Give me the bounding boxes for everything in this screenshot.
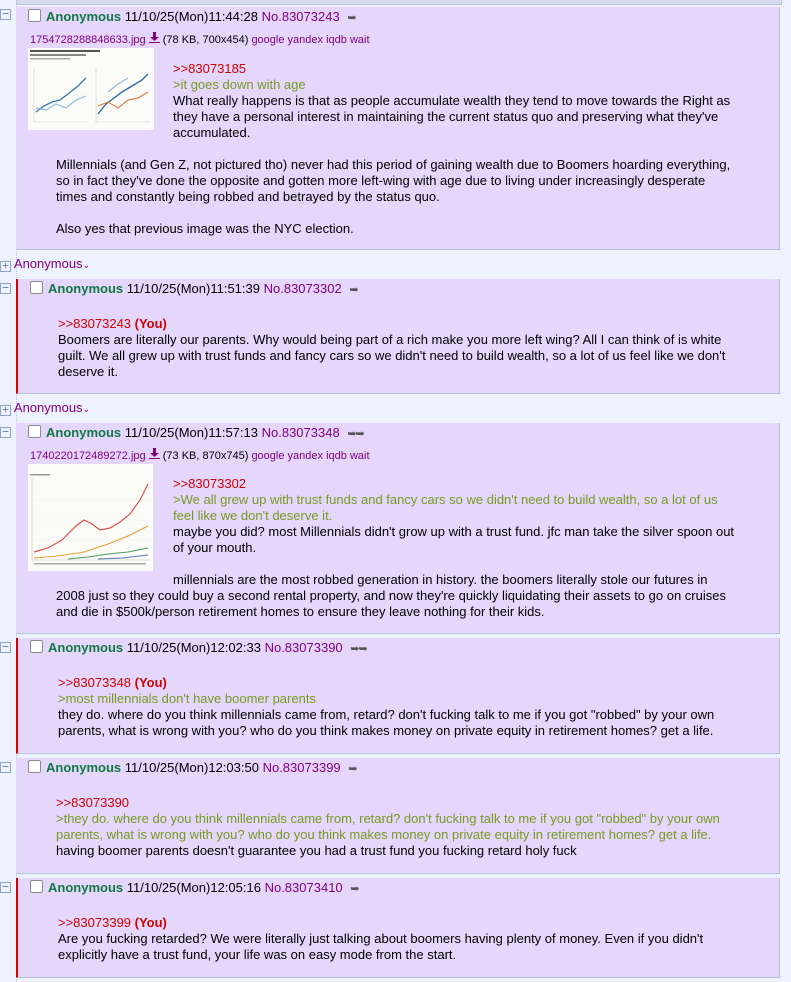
download-icon[interactable] [149,34,160,46]
minus-box-icon: − [2,7,9,20]
poster-name: Anonymous [48,640,124,655]
minus-box-icon: − [2,640,9,653]
hidden-post-stub[interactable] [0,400,90,416]
post-checkbox[interactable] [28,425,41,438]
search-wait-link[interactable]: wait [349,450,370,462]
post-date: 11/10/25(Mon)11:44:28 [124,9,258,24]
chevron-down-icon[interactable]: ⌄ [82,404,91,414]
post-info [30,281,358,298]
minus-box-icon: − [2,281,9,294]
poster-name: Anonymous [46,425,122,440]
post-checkbox[interactable] [30,880,43,893]
message-line: deserve it. [58,364,118,379]
post [16,423,780,634]
message-line: Boomers are literally our parents. Why would being part of a rich make you more left wing? All I can think of is white [58,332,722,347]
post [16,758,780,874]
post-number-link[interactable]: No.83073348 [261,425,340,440]
you-tag: (You) [131,316,167,331]
message-line: so in fact they've done the opposite and gotten more left-wing with age due to living under increasingly desperate [56,173,706,188]
message-line: accumulated. [173,125,251,140]
post-message [56,476,734,620]
post-message [56,795,720,859]
message-line [173,556,734,572]
search-yandex-link[interactable]: yandex [287,450,324,462]
message-line: millennials are the most robbed generation in history. the boomers literally stole our futures in [173,572,708,587]
file-info [30,32,370,47]
file-info [30,448,370,463]
message-line: What really happens is that as people accumulate wealth they tend to move towards the Right as [173,93,731,108]
file-meta: (78 KB, 700x454) [162,34,249,46]
quote-link[interactable]: >>83073243 (You) [58,316,167,331]
post-info [30,640,367,657]
greentext-line: >it goes down with age [173,77,306,92]
minus-box-icon: − [2,880,9,893]
quote-link[interactable]: >>83073348 (You) [58,675,167,690]
message-line: Also yes that previous image was the NYC election. [56,221,354,236]
post-date: 11/10/25(Mon)12:05:16 [126,880,261,895]
message-line: they have a personal interest in maintaining the current status quo and preserving what they've [173,109,719,124]
reply-arrow-icon[interactable]: ➥➥ [347,428,364,440]
chevron-down-icon[interactable]: ⌄ [82,260,91,270]
post-number-link[interactable]: No.83073243 [261,9,340,24]
message-line: maybe you did? most Millennials didn't grow up with a trust fund. jfc man take the silver spoon out [173,524,735,539]
message-line [56,141,730,157]
quote-link[interactable]: >>83073399 (You) [58,915,167,930]
post-message [56,61,730,237]
post-info [28,760,357,777]
greentext-line: >they do. where do you think millennials came from, retard? don't fucking talk to me if you got "robbed" by your own [56,811,720,826]
post-checkbox[interactable] [30,640,43,653]
previous-post-edge [16,0,782,5]
minimize-post-button[interactable] [0,762,11,773]
post [16,638,780,754]
stub-name: Anonymous [13,256,83,271]
post-date: 11/10/25(Mon)11:57:13 [124,425,258,440]
reply-arrow-icon[interactable]: ➥➥ [350,643,367,655]
you-tag: (You) [131,675,167,690]
poster-name: Anonymous [46,9,122,24]
post [16,878,780,978]
greentext-line: parents, what is wrong with you? who do you think makes money on private equity in retirement homes? get a life. [56,827,712,842]
message-line: of your mouth. [173,540,257,555]
minimize-post-button[interactable] [0,9,11,20]
post [16,279,780,394]
post-date: 11/10/25(Mon)12:03:50 [124,760,259,775]
message-line: explicitly have a trust fund, your life was on easy mode from the start. [58,947,457,962]
message-line: times and constantly being robbed and betrayed by the status quo. [56,189,440,204]
message-line: they do. where do you think millennials came from, retard? don't fucking talk to me if you got "robbed" by your own [58,707,715,722]
reply-arrow-icon[interactable]: ➥ [350,883,359,895]
search-iqdb-link[interactable]: iqdb [326,450,347,462]
post-info [28,425,364,442]
search-google-link[interactable]: google [251,34,285,46]
post [16,7,780,250]
file-meta: (73 KB, 870x745) [162,450,249,462]
search-google-link[interactable]: google [251,450,285,462]
stub-name: Anonymous [13,400,83,415]
hidden-post-stub[interactable] [0,256,90,272]
minus-box-icon: − [2,425,9,438]
message-line: guilt. We all grew up with trust funds and fancy cars so we didn't need to build wealth, so a lot of us feel like we don't [58,348,726,363]
message-line [56,205,730,221]
message-line: and die in $500k/person retirement homes to ensure they leave nothing for their kids. [56,604,545,619]
post-checkbox[interactable] [28,760,41,773]
minimize-post-button[interactable] [0,882,11,893]
plus-box-icon[interactable]: + [0,261,11,272]
post-message [58,915,703,963]
message-line: 2008 just so they could buy a second rental property, and now they're quickly liquidating their assets to go on cruises [56,588,726,603]
minus-box-icon: − [2,760,9,773]
post-info [28,9,356,26]
post-message [58,316,725,380]
post-number-link[interactable]: No.83073410 [264,880,343,895]
post-message [58,675,714,739]
post-checkbox[interactable] [30,281,43,294]
message-line: Millennials (and Gen Z, not pictured tho) never had this period of gaining wealth due to Boomers hoarding everything, [56,157,731,172]
post-number-link[interactable]: No.83073399 [262,760,341,775]
minimize-post-button[interactable] [0,427,11,438]
greentext-line: feel like we don't deserve it. [173,508,333,523]
post-number-link[interactable]: No.83073302 [263,281,342,296]
reply-arrow-icon[interactable]: ➥ [348,763,357,775]
quote-link[interactable]: >>83073302 [173,476,247,491]
message-line: parents, what is wrong with you? who do you think makes money on private equity in retirement homes? get a life. [58,723,714,738]
post-date: 11/10/25(Mon)11:51:39 [126,281,260,296]
reply-arrow-icon[interactable]: ➥ [349,284,358,296]
download-icon[interactable] [149,450,160,462]
poster-name: Anonymous [48,880,124,895]
you-tag: (You) [131,915,167,930]
search-iqdb-link[interactable]: iqdb [326,34,347,46]
message-line: having boomer parents doesn't guarantee you had a trust fund you fucking retard holy fuck [56,843,577,858]
minimize-post-button[interactable] [0,642,11,653]
poster-name: Anonymous [46,760,122,775]
greentext-line: >most millennials don't have boomer parents [58,691,316,706]
post-date: 11/10/25(Mon)12:02:33 [126,640,261,655]
minimize-post-button[interactable] [0,283,11,294]
file-name-link[interactable]: 1740220172489272.jpg [30,450,146,462]
quote-link[interactable]: >>83073390 [56,795,130,810]
poster-name: Anonymous [48,281,124,296]
search-wait-link[interactable]: wait [349,34,370,46]
post-number-link[interactable]: No.83073390 [264,640,343,655]
plus-box-icon[interactable]: + [0,405,11,416]
post-info [30,880,359,897]
file-name-link[interactable]: 1754728288848633.jpg [30,34,146,46]
message-line: Are you fucking retarded? We were literally just talking about boomers having plenty of money. Even if you didn't [58,931,704,946]
reply-arrow-icon[interactable]: ➥ [347,12,356,24]
post-checkbox[interactable] [28,9,41,22]
greentext-line: >We all grew up with trust funds and fancy cars so we didn't need to build wealth, so a lot of us [173,492,718,507]
quote-link[interactable]: >>83073185 [173,61,247,76]
search-yandex-link[interactable]: yandex [287,34,324,46]
